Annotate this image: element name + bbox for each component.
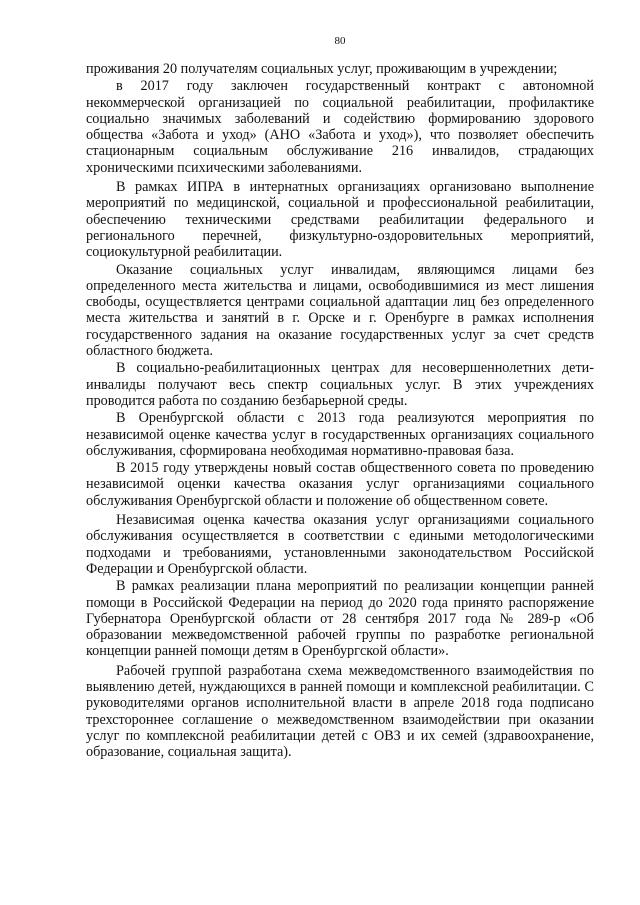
paragraph-3: В рамках ИПРА в интернатных организациях организовано выполнение мероприятий по медицинской, социальной и профессиональной реабилитации, обеспечению техническими средствами реабилитации федерального и регионального перечней, физкультурно-оздоровительных мероприятий, социокультурной реабилитации. — [86, 179, 594, 261]
paragraph-10: Рабочей группой разработана схема межведомственного взаимодействия по выявлению детей, нуждающихся в ранней помощи и комплексной реабилитации. С руководителями органов исполнительной власти в апреле 2018 года подписано трехстороннее соглашение о межведомственном взаимодействии при оказании услуг по комплексной реабилитации детей с ОВЗ и их семей (здравоохранение, образование, социальная защита). — [86, 662, 594, 761]
paragraph-6: В Оренбургской области с 2013 года реализуются мероприятия по независимой оценке качества услуг в государственных организациях социального обслуживания, сформирована необходимая нормативно-правовая база. — [86, 410, 594, 459]
paragraph-4: Оказание социальных услуг инвалидам, являющимся лицами без определенного места жительства и лицами, освободившимися из мест лишения свободы, осуществляется центрами социальной адаптации лиц без определенного места жительства и занятий в г. Орске и г. Оренбурге в рамках исполнения государственного задания на оказание государственных услуг за счет средств областного бюджета. — [86, 261, 594, 360]
paragraph-8: Независимая оценка качества оказания услуг организациями социального обслуживания осуществляется в соответствии с едиными методологическими подходами и требованиями, установленными законодательством Российской Федерации и Оренбургской области. — [86, 512, 594, 577]
paragraph-5: В социально-реабилитационных центрах для несовершеннолетних дети-инвалиды получают весь спектр социальных услуг. В этих учреждениях проводится работа по созданию безбарьерной среды. — [86, 360, 594, 409]
paragraph-9: В рамках реализации плана мероприятий по реализации концепции ранней помощи в Российской Федерации на период до 2020 года принято распоряжение Губернатора Оренбургской области от 28 сентября 2017 года № 289-р «Об образовании межведомственной рабочей группы по разработке региональной концепции ранней помощи детям в Оренбургской области». — [86, 578, 594, 660]
paragraph-1: проживания 20 получателям социальных услуг, проживающим в учреждении; — [86, 61, 558, 77]
paragraph-7: В 2015 году утверждены новый состав общественного совета по проведению независимой оценки качества оказания услуг организациями социального обслуживания Оренбургской области и положение об общественном совете. — [86, 460, 594, 509]
document-page — [86, 34, 594, 760]
paragraph-2: в 2017 году заключен государственный контракт с автономной некоммерческой организацией по социальной реабилитации, профилактике социально значимых заболеваний и содействию формированию здорового общества «Забота и уход» (АНО «Забота и уход»), что позволяет обеспечить стационарным социальным обслуживание 216 инвалидов, страдающих хроническими психическими заболеваниями. — [86, 78, 594, 176]
page-number: 80 — [334, 35, 346, 47]
